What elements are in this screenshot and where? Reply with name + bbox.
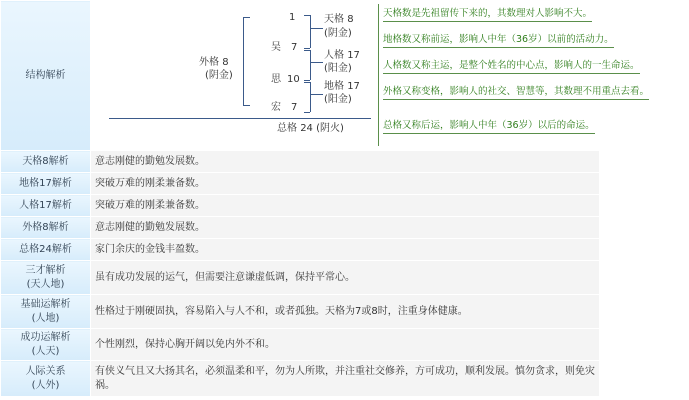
structure-diagram <box>91 2 650 150</box>
row-label: 成功运解析 (人天) <box>1 329 91 361</box>
table-row <box>1 239 600 261</box>
heaven-grid-name: 天格 <box>324 13 344 25</box>
earth-bracket-bottom <box>304 112 310 113</box>
row-value: 虽有成功发展的运气，但需要注意谦虚低调，保持平常心。 <box>91 261 600 295</box>
structure-diagram-cell <box>91 1 650 151</box>
row-label: 人格17解析 <box>1 195 91 217</box>
top-number: 1 <box>289 11 296 23</box>
row-label: 总格24解析 <box>1 239 91 261</box>
row-value: 家门余庆的金钱丰盈数。 <box>91 239 600 261</box>
heaven-grid-num: 8 <box>347 13 354 25</box>
person-grid <box>324 50 360 62</box>
total-line <box>109 118 371 119</box>
outer-bracket-bottom <box>243 105 250 106</box>
row-label: 地格17解析 <box>1 173 91 195</box>
note-outer: 外格又称变格，影响人的社交、智慧等，其数理不用重点去看。 <box>383 86 649 100</box>
table-row <box>1 195 600 217</box>
heaven-bracket-tick <box>310 28 323 29</box>
structure-row <box>1 1 600 151</box>
earth-bracket-line <box>310 82 311 112</box>
row-value: 突破万难的刚柔兼备数。 <box>91 195 600 217</box>
table-row <box>1 217 600 239</box>
person-grid-num: 17 <box>347 49 360 61</box>
table-row <box>1 151 600 173</box>
char-3-num: 7 <box>291 101 298 113</box>
heaven-grid <box>324 14 354 26</box>
table-row <box>1 361 600 397</box>
note-earth: 地格数又称前运，影响人中年（36岁）以前的活动力。 <box>383 34 614 48</box>
person-bracket-line <box>310 50 311 80</box>
table-row <box>1 295 600 329</box>
row-value: 意志刚健的勤勉发展数。 <box>91 151 600 173</box>
outer-grid-num: 8 <box>222 56 229 68</box>
note-total: 总格又称后运，影响人中年（36岁）以后的命运。 <box>383 120 595 134</box>
char-3: 宏 <box>271 101 281 113</box>
row-label: 天格8解析 <box>1 151 91 173</box>
row-label: 三才解析 (天人地) <box>1 261 91 295</box>
char-2-num: 10 <box>287 73 300 85</box>
char-1-num: 7 <box>291 41 298 53</box>
row-value: 突破万难的刚柔兼备数。 <box>91 173 600 195</box>
char-1: 吴 <box>271 41 281 53</box>
note-heaven: 天格数是先祖留传下来的，其数理对人影响不大。 <box>383 8 592 22</box>
structure-label: 结构解析 <box>1 1 91 151</box>
heaven-bracket-line <box>310 15 311 48</box>
total-grid-num: 24 <box>300 122 313 134</box>
outer-grid-label <box>199 57 229 69</box>
outer-grid-name: 外格 <box>199 56 219 68</box>
total-grid-element: (阴火) <box>316 122 344 134</box>
person-grid-name: 人格 <box>324 49 344 61</box>
earth-grid-name: 地格 <box>324 80 344 92</box>
row-value: 性格过于刚硬固执，容易陷入与人不和，或者孤独。天格为7或8时，注重身体健康。 <box>91 295 600 329</box>
note-person: 人格数又称主运，是整个姓名的中心点，影响人的一生命运。 <box>383 60 640 74</box>
row-label: 人际关系 (人外) <box>1 361 91 397</box>
earth-grid-num: 17 <box>347 80 360 92</box>
heaven-grid-element: (阴金) <box>324 27 352 39</box>
heaven-bracket-bottom <box>304 48 310 49</box>
row-value: 个性刚烈，保持心胸开阔以免内外不和。 <box>91 329 600 361</box>
notes-divider <box>378 4 379 146</box>
row-value: 意志刚健的勤勉发展数。 <box>91 217 600 239</box>
outer-bracket-top <box>243 17 250 18</box>
table-row <box>1 261 600 295</box>
outer-grid-element: (阴金) <box>205 69 233 81</box>
earth-grid-element: (阳金) <box>324 93 352 105</box>
person-bracket-bottom <box>304 80 310 81</box>
char-2: 思 <box>271 73 281 85</box>
row-label: 外格8解析 <box>1 217 91 239</box>
earth-grid <box>324 81 360 93</box>
table-row <box>1 173 600 195</box>
outer-bracket-line <box>243 17 244 105</box>
row-label: 基础运解析 (人地) <box>1 295 91 329</box>
table-row <box>1 329 600 361</box>
total-grid <box>277 123 344 135</box>
total-grid-name: 总格 <box>277 122 297 134</box>
person-bracket-tick <box>310 62 323 63</box>
row-value: 有侠义气且又大扬其名，必须温柔和平，勿为人所欺，并注重社交修养，方可成功，顺利发展。慎勿贪求，则免灾祸。 <box>91 361 600 397</box>
earth-bracket-tick <box>310 94 323 95</box>
person-grid-element: (阳金) <box>324 62 352 74</box>
